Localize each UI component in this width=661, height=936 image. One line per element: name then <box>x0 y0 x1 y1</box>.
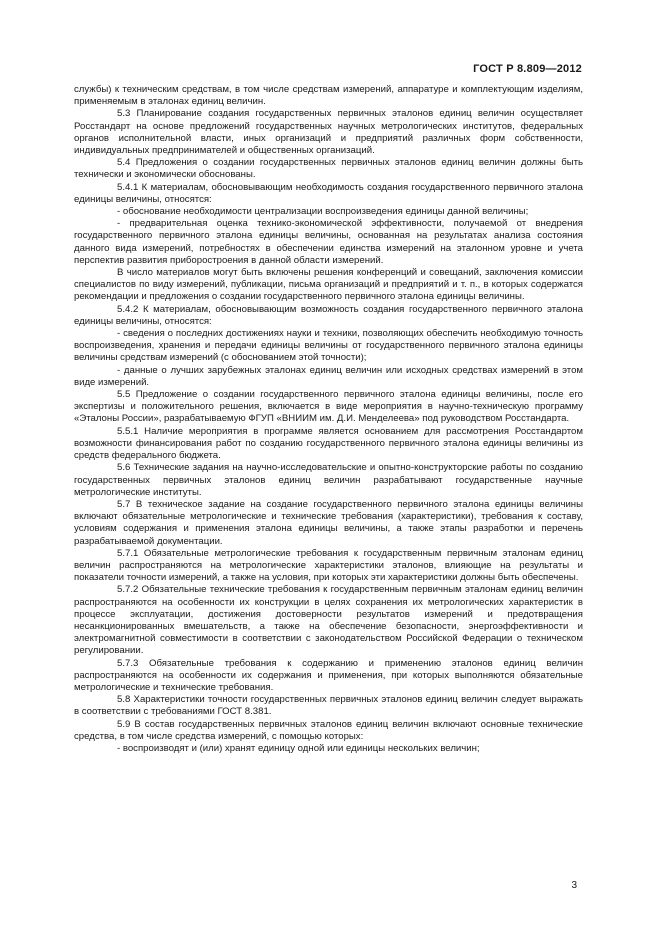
paragraph-5-9: 5.9 В состав государственных первичных эталонов единиц величин включают основные технические средства, в том числе средства измерений, с помощью которых: <box>74 718 583 742</box>
paragraph-5-7: 5.7 В техническое задание на создание государственного первичного эталона единицы величины включают обязательные метрологические и технические требования (характеристики), требования к составу, условиям содержания и применения эталона единицы величины, а также этапы разработки и перечень разрабатываемой документации. <box>74 498 583 547</box>
list-item: - сведения о последних достижениях науки и техники, позволяющих обеспечить необходимую точность воспроизведения, хранения и передачи единицы величины от государственного первичного эталона единицы величины средствам измерений (с обоснованием этой точности); <box>74 328 583 364</box>
paragraph-5-8: 5.8 Характеристики точности государственных первичных эталонов единиц величин следует выражать в соответствии с требованиями ГОСТ 8.381. <box>74 694 583 718</box>
paragraph-5-4: 5.4 Предложения о создании государственных первичных эталонов единиц величин должны быть технически и экономически обоснованы. <box>74 157 583 181</box>
paragraph-materials: В число материалов могут быть включены решения конференций и совещаний, заключения комиссии специалистов по виду измерений, публикации, письма организаций и предприятий и т. п., в которых содержатся рекомендации и предложения о создании государственного первичного эталона единицы величины. <box>74 267 583 303</box>
paragraph-5-7-2: 5.7.2 Обязательные технические требования к государственным первичным эталонам единиц величин распространяются на особенности их конструкции в целях сохранения их метрологических характеристик в процессе эксплуатации, достижения достоверности результатов измерений и предотвращения несанкционированных вмешательств, а также на обеспечение безопасности, энергоэффективности и электромагнитной совместимости в соответствии с законодательством Российской Федерации о техническом регулировании. <box>74 584 583 657</box>
paragraph-5-4-2: 5.4.2 К материалам, обосновывающим возможность создания государственного первичного эталона единицы величины, относятся: <box>74 303 583 327</box>
paragraph-5-3: 5.3 Планирование создания государственных первичных эталонов единиц величин осуществляет Росстандарт на основе предложений государственных научных метрологических институтов, федеральных органов исполнительной власти, иных организаций и предприятий различных форм собственности, индивидуальных предпринимателей и общественных организаций. <box>74 108 583 157</box>
list-item: - воспроизводят и (или) хранят единицу одной или единицы нескольких величин; <box>117 742 480 754</box>
list-item: - предварительная оценка технико-экономической эффективности, получаемой от внедрения государственного первичного эталона единицы величины, основанная на результатах анализа состояния данного вида измерений, потребностях в обеспечении единства измерений на эталонном уровне и учета перспектив развития приборостроения в данной области измерений. <box>74 218 583 266</box>
list-item: - данные о лучших зарубежных эталонах единиц величин или исходных средствах измерений в этом виде измерений. <box>74 364 583 388</box>
paragraph-5-5-1: 5.5.1 Наличие мероприятия в программе является основанием для рассмотрения Росстандартом возможности финансирования работ по созданию государственного первичного эталона единицы величины из средств федерального бюджета. <box>74 425 583 462</box>
paragraph-continuation: службы) к техническим средствам, в том числе средствам измерений, аппаратуре и комплектующим изделиям, применяемым в эталонах единиц величин. <box>74 84 583 108</box>
paragraph-5-6: 5.6 Технические задания на научно-исследовательские и опытно-конструкторские работы по созданию государственных первичных эталонов единиц величин разрабатывают государственные научные метрологические институты. <box>74 462 583 498</box>
list-item: - обоснование необходимости централизации воспроизведения единицы данной величины; <box>117 206 529 218</box>
paragraph-5-7-3: 5.7.3 Обязательные требования к содержанию и применению эталонов единиц величин распространяются на особенности их содержания и применения, при которых выполняются обязательные метрологические и технические требования. <box>74 657 583 693</box>
page-number: 3 <box>571 880 577 891</box>
paragraph-5-4-1: 5.4.1 К материалам, обосновывающим необходимость создания государственного первичного эталона единицы величины, относятся: <box>74 181 583 205</box>
paragraph-5-5: 5.5 Предложение о создании государственного первичного эталона единицы величины, после его экспертизы и положительного решения, включается в виде мероприятия в научно-техническую программу «Эталоны России», разрабатываемую ФГУП «ВНИИМ им. Д.И. Менделеева» под руководством Росстандарта. <box>74 389 583 425</box>
document-body <box>74 84 583 755</box>
paragraph-5-7-1: 5.7.1 Обязательные метрологические требования к государственным первичным эталонам единиц величин распространяются на метрологические характеристики эталонов, влияющие на результаты и показатели точности измерений, а также на условия, при которых эти характеристики должны быть обеспечены. <box>74 547 583 584</box>
document-code: ГОСТ Р 8.809—2012 <box>473 63 582 75</box>
